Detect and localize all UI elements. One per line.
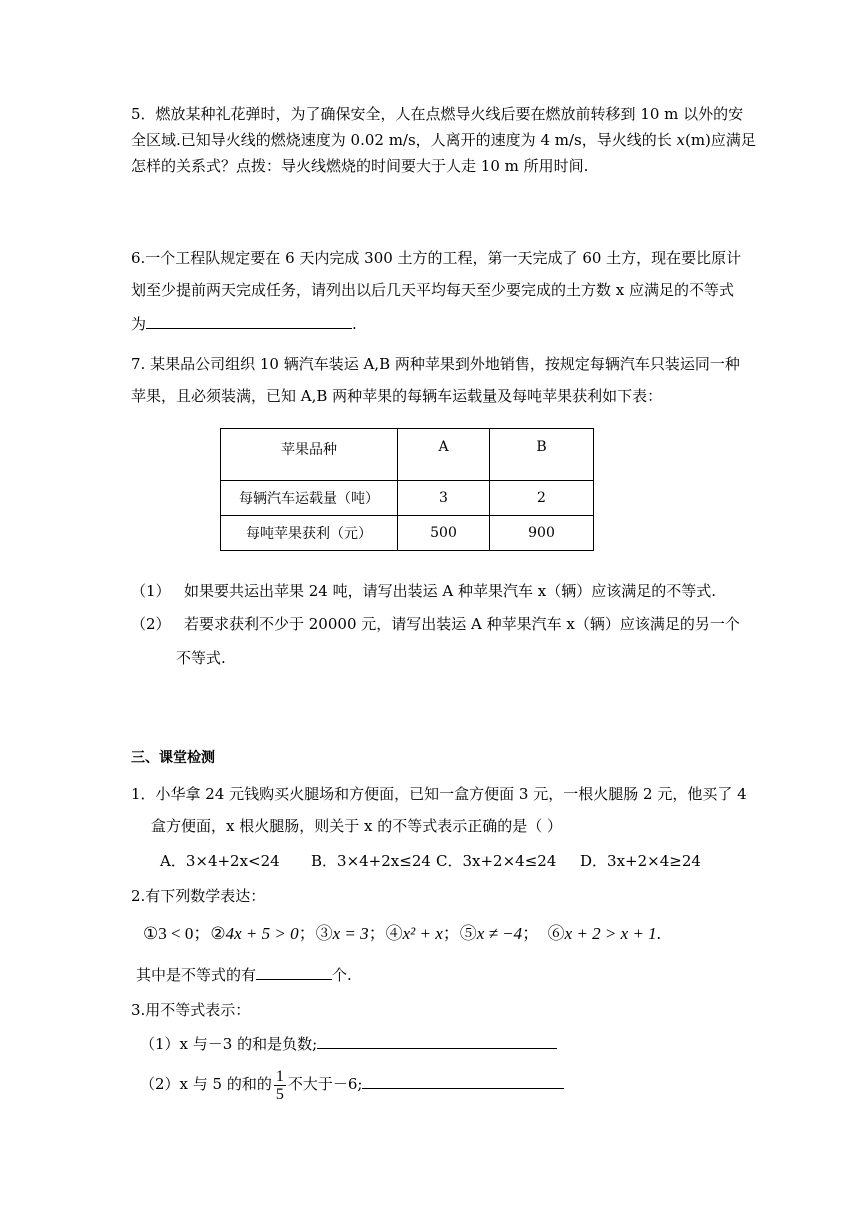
table-row [221, 516, 594, 551]
s3-q2-question-prefix: 其中是不等式的有 [136, 966, 257, 984]
expr-3: x = 3 [332, 924, 369, 943]
q5-line2-text-b: (m)应满足 [684, 131, 756, 149]
table-cell: 3 [398, 481, 490, 516]
table-cell: 每辆汽车运载量（吨） [221, 481, 398, 516]
expr-4: x² + x [402, 924, 443, 943]
s3-q2-question [136, 965, 352, 985]
q5-variable-x: x [676, 131, 685, 149]
expr-end: . [656, 924, 661, 943]
q7-sub2-continuation: 不等式. [176, 649, 226, 667]
expr-marker-4: ；④ [368, 924, 403, 943]
expr-6: x + 2 > x + 1 [564, 924, 657, 943]
table-row [221, 481, 594, 516]
table-cell: 2 [490, 481, 594, 516]
table-header-cell: 苹果品种 [221, 429, 398, 481]
expr-separator: ； [522, 924, 540, 943]
s3-q1-line2: 盒方便面，x 根火腿肠，则关于 x 的不等式表示正确的是（ ） [151, 817, 562, 835]
q6-line3 [131, 314, 357, 334]
table-cell: 每吨苹果获利（元） [221, 516, 398, 551]
s3-q3-intro: 3.用不等式表示： [131, 1001, 251, 1019]
s3-q1-line1: 1．小华拿 24 元钱购买火腿场和方便面，已知一盒方便面 3 元，一根火腿肠 2 元，他买了 4 [131, 785, 747, 803]
s3-q3-sub1-blank[interactable] [317, 1034, 557, 1049]
q5-line1: 5．燃放某种礼花弹时，为了确保安全，人在点燃导火线后要在燃放前转移到 10 m 以外的安 [131, 105, 744, 123]
s3-q3-sub1-text: （1）x 与－3 的和是负数; [140, 1035, 318, 1053]
expr-2: 4x + 5 > 0 [225, 924, 299, 943]
q6-line3-prefix: 为 [131, 315, 147, 333]
expr-5: x ≠ −4 [476, 924, 523, 943]
table-header-cell: B [490, 429, 594, 481]
q7-sub2-number: （2） [131, 615, 171, 633]
q5-line2 [131, 130, 756, 150]
expr-1: 3 < 0 [158, 924, 194, 943]
option-c[interactable]: C．3x+2×4≤24 [436, 852, 557, 870]
fraction-one-fifth [274, 1068, 286, 1103]
s3-q2-intro: 2.有下列数学表达： [131, 887, 266, 905]
section-title: 三、课堂检测 [131, 750, 215, 766]
expr-marker-6: ⑥ [547, 924, 565, 943]
option-a[interactable]: A．3×4+2x<24 [160, 852, 280, 870]
fraction-denominator: 5 [275, 1085, 284, 1103]
expr-marker-1: ① [143, 924, 159, 943]
s3-q2-answer-blank[interactable] [256, 965, 332, 980]
option-b[interactable]: B．3×4+2x≤24 [311, 852, 431, 870]
q5-line2-text-a: 全区域.已知导火线的燃烧速度为 0.02 m/s，人离开的速度为 4 m/s，导火线的长 [131, 131, 677, 149]
table-header-cell: A [398, 429, 490, 481]
option-d[interactable]: D．3x+2×4≥24 [580, 852, 701, 870]
q6-line2: 划至少提前两天完成任务，请列出以后几天平均每天至少要完成的土方数 x 应满足的不等式 [131, 281, 734, 299]
s3-q3-sub2-suffix: 不大于－6; [287, 1075, 363, 1093]
q6-line3-suffix: . [352, 315, 357, 333]
q7-line1: 7. 某果品公司组织 10 辆汽车装运 A,B 两种苹果到外地销售，按规定每辆汽车只装运同一种 [131, 355, 740, 373]
q5-line3: 怎样的关系式？点拨：导火线燃烧的时间要大于人走 10 m 所用时间. [131, 157, 589, 175]
table-header-row [221, 429, 594, 481]
s3-q2-question-suffix: 个. [332, 966, 352, 984]
q7-line2: 苹果，且必须装满，已知 A,B 两种苹果的每辆车运载量及每吨苹果获利如下表： [131, 387, 663, 405]
q6-line1: 6.一个工程队规定要在 6 天内完成 300 土方的工程，第一天完成了 60 土方，现在要比原计 [131, 249, 742, 267]
s3-q3-sub2-prefix: （2）x 与 5 的和的 [140, 1075, 272, 1093]
q7-sub2-text: 若要求获利不少于 20000 元，请写出装运 A 种苹果汽车 x（辆）应该满足的另一个 [184, 615, 740, 633]
q7-sub1-number: （1） [131, 582, 171, 600]
s3-q3-sub1 [140, 1034, 557, 1054]
s3-q3-sub2 [140, 1060, 564, 1108]
q6-answer-blank[interactable] [146, 314, 352, 329]
s3-q3-sub2-blank[interactable] [362, 1074, 564, 1089]
apple-table [220, 428, 594, 551]
expr-marker-3: ；③ [298, 924, 333, 943]
fraction-numerator: 1 [275, 1067, 284, 1085]
table-cell: 500 [398, 516, 490, 551]
expr-marker-5: ；⑤ [442, 924, 477, 943]
table-cell: 900 [490, 516, 594, 551]
s3-q2-expressions [143, 924, 661, 944]
expr-marker-2: ；② [193, 924, 226, 943]
q7-sub1-text: 如果要共运出苹果 24 吨，请写出装运 A 种苹果汽车 x（辆）应该满足的不等式. [184, 582, 716, 600]
